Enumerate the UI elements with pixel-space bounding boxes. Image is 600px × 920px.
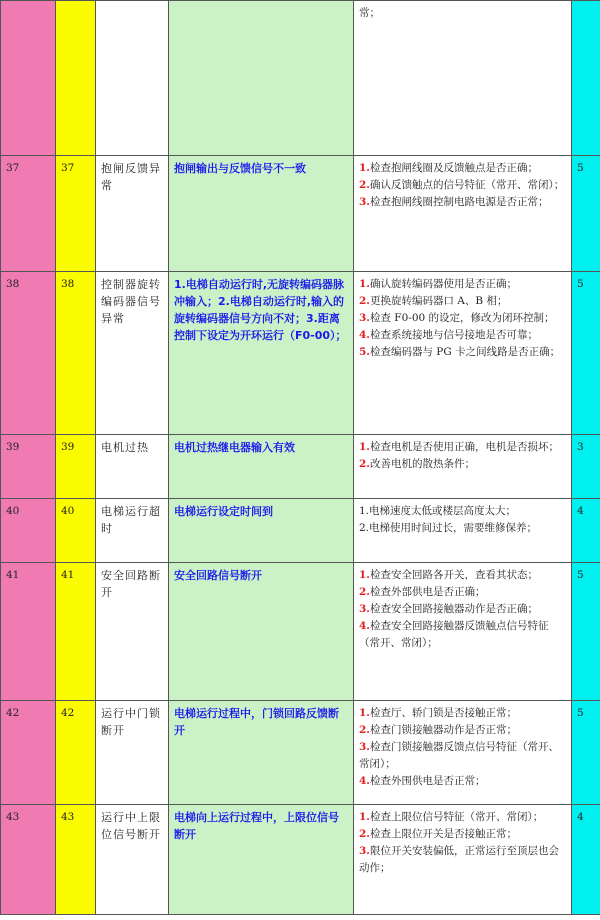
action-step-number: 3. [359,312,370,324]
table-row [1,701,600,805]
cause-cell: 电机过热继电器输入有效 [169,435,354,499]
action-step-text: 检查厅、轿门锁是否接触正常； [369,707,517,719]
action-step-number: 3. [359,741,370,753]
fault-name-cell: 抱闸反馈异常 [96,156,169,272]
table-row [1,1,600,156]
actions-cell [354,1,572,156]
cause-cell: 1.电梯自动运行时,无旋转编码器脉冲输入；2.电梯自动运行时,输入的旋转编码器信号方向不对；3.距离控制下设定为开环运行（F0-00）； [169,272,354,435]
level-cell [572,1,600,156]
actions-cell [354,805,572,915]
fault-name-cell: 运行中上限位信号断开 [96,805,169,915]
action-step-number: 1. [359,811,370,823]
action-step-text: 确认旋转编码器使用是否正确； [369,278,517,290]
table-row [1,805,600,915]
actions-cell [354,499,572,563]
actions-cell [354,156,572,272]
code-cell [1,1,56,156]
action-step-text: 限位开关安装偏低，正常运行至顶层也会动作； [359,845,559,874]
table-row [1,499,600,563]
fault-name-cell: 电梯运行超时 [96,499,169,563]
action-step-number: 2. [359,295,370,307]
code-cell: 38 [1,272,56,435]
action-step-text: 检查上限位信号特征（常开、常闭）； [369,811,544,823]
action-step-text: 检查编码器与 PG 卡之间线路是否正确； [369,346,561,358]
action-step-number: 2. [359,179,370,191]
action-step-number: 4. [359,775,370,787]
action-step [359,739,566,773]
action-step-text: 检查抱闸线圈及反馈触点是否正确； [369,162,538,174]
action-step-number: 3. [359,603,370,615]
action-step-number: 5. [359,346,370,358]
action-step-text: 确认反馈触点的信号特征（常开、常闭）； [369,179,565,191]
level-cell: 5 [572,701,600,805]
action-step [359,276,566,293]
action-step [359,843,566,877]
level-cell: 4 [572,805,600,915]
table-row [1,435,600,499]
code-cell: 42 [1,701,56,805]
table-row [1,272,600,435]
fault-name-cell: 安全回路断开 [96,563,169,701]
action-step [359,584,566,601]
code-cell: 39 [56,435,96,499]
code-cell: 40 [1,499,56,563]
action-step-number: 3. [359,196,370,208]
fault-name-cell: 控制器旋转编码器信号异常 [96,272,169,435]
action-step-number: 2. [359,458,370,470]
code-cell: 37 [56,156,96,272]
cause-cell: 安全回路信号断开 [169,563,354,701]
action-step-text: 改善电机的散热条件； [369,458,475,470]
actions-tail-text: 常； [359,7,380,19]
action-step-text: 2.电梯使用时间过长，需要维修保养； [359,522,538,534]
level-cell: 5 [572,563,600,701]
code-cell: 41 [56,563,96,701]
cause-cell: 电梯向上运行过程中，上限位信号断开 [169,805,354,915]
action-step [359,293,566,310]
code-cell: 40 [56,499,96,563]
cause-cell: 电梯运行设定时间到 [169,499,354,563]
action-step [359,310,566,327]
actions-cell [354,563,572,701]
action-step-text: 检查抱闸线圈控制电路电源是否正常； [369,196,549,208]
code-cell: 42 [56,701,96,805]
action-step-text: 检查门锁接触器反馈点信号特征（常开、常闭）； [359,741,559,770]
action-step-text: 检查安全回路接触器动作是否正确； [369,603,538,615]
action-step-number: 2. [359,828,370,840]
action-step-text: 检查外部供电是否正确； [369,586,486,598]
action-step-number: 2. [359,724,370,736]
action-step [359,439,566,456]
action-step-text: 检查门锁接触器动作是否正常； [369,724,517,736]
action-step-text: 检查电机是否使用正确，电机是否损坏； [369,441,559,453]
table-row [1,156,600,272]
action-step [359,773,566,790]
action-step-number: 3. [359,845,370,857]
action-step [359,160,566,177]
actions-cell [354,435,572,499]
action-step-number: 1. [359,441,370,453]
name-cell [96,1,169,156]
action-step [359,456,566,473]
code-cell: 38 [56,272,96,435]
action-step-number: 4. [359,620,370,632]
cause-cell: 电梯运行过程中，门锁回路反馈断开 [169,701,354,805]
action-step-text: 检查外围供电是否正常； [369,775,486,787]
action-step-text: 检查安全回路接触器反馈触点信号特征（常开、常闭）； [359,620,549,649]
action-step [359,705,566,722]
level-cell: 5 [572,156,600,272]
action-step-text: 更换旋转编码器口 A、B 相； [369,295,508,307]
code-cell: 37 [1,156,56,272]
action-step-text: 检查系统接地与信号接地是否可靠； [369,329,538,341]
table-row [1,563,600,701]
actions-cell [354,701,572,805]
action-step [359,194,566,211]
level-cell: 4 [572,499,600,563]
code-cell: 43 [56,805,96,915]
action-step-text: 检查安全回路各开关，查看其状态； [369,569,538,581]
action-step [359,809,566,826]
action-step-text: 检查 F0-00 的设定，修改为闭环控制； [369,312,555,324]
action-step-text: 1.电梯速度太低或楼层高度太大； [359,505,517,517]
action-step-number: 1. [359,569,370,581]
action-step [359,826,566,843]
fault-name-cell: 运行中门锁断开 [96,701,169,805]
action-step-number: 1. [359,707,370,719]
action-step [359,344,566,361]
action-step-number: 1. [359,278,370,290]
action-step-number: 1. [359,162,370,174]
action-step [359,722,566,739]
action-step-number: 2. [359,586,370,598]
level-cell: 5 [572,272,600,435]
action-step [359,177,566,194]
level-cell: 3 [572,435,600,499]
code-cell: 41 [1,563,56,701]
code-cell: 43 [1,805,56,915]
code-cell: 39 [1,435,56,499]
cause-cell: 抱闸输出与反馈信号不一致 [169,156,354,272]
action-step-number: 4. [359,329,370,341]
code-cell [56,1,96,156]
action-step [359,567,566,584]
action-step [359,618,566,652]
action-step-text: 检查上限位开关是否接触正常； [369,828,517,840]
action-step [359,503,566,520]
cause-cell [169,1,354,156]
action-step [359,327,566,344]
action-step [359,601,566,618]
action-step [359,520,566,537]
fault-name-cell: 电机过热 [96,435,169,499]
actions-cell [354,272,572,435]
